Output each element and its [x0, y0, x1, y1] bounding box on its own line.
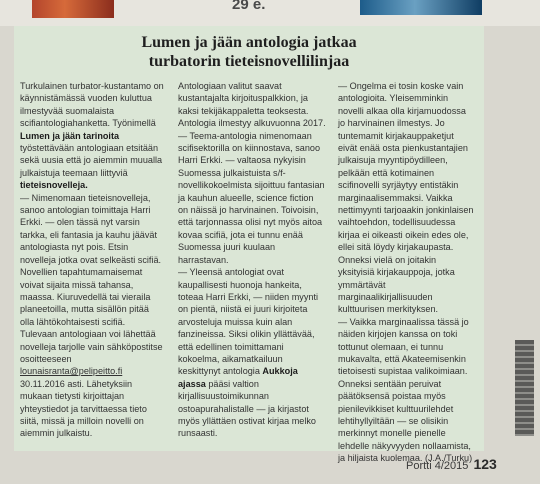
- article-column-3: [338, 80, 474, 465]
- book-cover-thumbnail-right: [360, 0, 482, 15]
- text: Tulevaan antologiaan voi lähettää novelleja tarjolle vain sähköpostitse osoitteeseen: [20, 329, 163, 364]
- title-line-1: Lumen ja jään antologia jatkaa: [141, 34, 357, 51]
- title-line-2: turbatorin tieteisnovellilinjaa: [148, 53, 350, 70]
- paragraph: — Vaikka marginaalissa tässä jo näiden kirjojen kanssa on toki tottunut olemaan, ei tunnu mukavalta, että Akateemisenkin tietoisesti supistaa valikoimiaan. Onneksi sentään peruivat päätöksensä poistaa myös pienilevikkiset kulttuurilehdet lehtihyllyiltään — se olisikin merkinnyt monelle pienelle lehdelle näkyvyyden nollaamista, ja hiljaista kuolemaa. (J.A./Turku): [338, 316, 473, 464]
- page-edge-tab: [515, 340, 534, 436]
- book-cover-thumbnail-left: [32, 0, 114, 18]
- emphasis: tieteisnovelleja.: [20, 180, 88, 191]
- paragraph: — Teema-antologia nimenomaan scifisektorilla on kiinnostava, sanoo Harri Erkki. — valtaosa nykyisin Suomessa julkaistuista s/f-novellikokoelmista sijoittuu fantasian ja kauhun alueelle, science fiction on näissä jo harvinainen. Toivoisin, että tarjonnassa olisi nyt myös aitoa kovaa scifiä, jota ei tunnu enää Suomessa juuri kuulaan harrastavan.: [178, 130, 325, 265]
- text: pääsi valtion kirjallisuustoimikunnan ostoapurahalistalle — ja kirjastot myös yllättäen ostivat kirjaa melko runsaasti.: [178, 378, 316, 439]
- book-title: Aukkoja ajassa: [178, 366, 298, 389]
- article-title: [14, 33, 484, 71]
- article-column-1: [20, 80, 165, 440]
- text: Turkulainen turbator-kustantamo on käynnistämässä vuoden kuluttua ilmestyvää suomalaista scifiantologiahanketta. Työnimellä: [20, 81, 164, 129]
- top-number: 29 e.: [232, 0, 266, 13]
- paragraph: [20, 80, 165, 192]
- book-title: Lumen ja jään tarinoita: [20, 130, 120, 141]
- email-address: lounaisranta@pelipeitto.fi: [20, 366, 123, 377]
- article-column-2: [178, 80, 326, 440]
- text: — Yleensä antologiat ovat kaupallisesti huonoja hankeita, toteaa Harri Erkki, — niiden myynti on pientä, niistä ei juuri kirjoiteta arvosteluja muissa kuin alan fanzineissa. Siksi olikin yllättävää, että edellinen toimittamani kokoelma, aikamatkailuun keskittynyt antologia: [178, 267, 318, 377]
- paragraph: Antologiaan valitut saavat kustantajalta kirjoituspalkkion, ja kaksi tekijäkappaletta teoksesta. Antologia ilmestyy alkuvuonna 2017.: [178, 81, 326, 129]
- paragraph: [178, 266, 326, 440]
- text: työstettävään antologiaan etsitään sekä uusia että jo aiemmin muualla julkaistuja teemaan liittyviä: [20, 143, 163, 178]
- paragraph: — Nimenomaan tieteisnovelleja, sanoo antologian toimittaja Harri Erkki. — olen tässä nyt varsin tarkka, eli fantasia ja kauhu jäävät antologiasta nyt pois. Etsin novelleja jotka ovat selkeästi scifiä. Novellien tapahtumamaisemat voivat sijaita missä tahansa, maassa. Kiuruvedellä tai vieraila planeetoilla, mutta sisällön pitää olla lähtökohtaisesti scifiä.: [20, 192, 162, 327]
- paragraph: — Ongelma ei tosin koske vain antologioita. Yleisemminkin novelli alkaa olla kirjamuodossa jo harvinainen ilmestys. Jo tuntemamit kirjakauppaketjut eivät enää osta pienkustantajien julkaisuja myyntipöydilleen, pelkään että kotimainen scifinovelli syrjäytyy entistäkin marginaalisemmaksi. Vaikka nettimyynti tarjoaakin jonkinlaisen vaihtoehdon, todellisuudessa kirjaa ei oikeasti oikein edes ole, ellei sitä löydy kirjakaupasta. Onneksi vielä on joitakin yksityisiä kirjakauppoja, jotka ymmärtävät marginaalikirjallisuuden kulttuurisen merkityksen.: [338, 81, 474, 315]
- page-footer: [406, 456, 497, 472]
- page-number: 123: [473, 456, 497, 472]
- magazine-issue: Portti 4/2015: [406, 460, 469, 472]
- paragraph: [20, 328, 165, 440]
- text: 30.11.2016 asti. Lähetyksiin mukaan tietysti kirjoittajan yhteystiedot ja tarvittaessa tieto siitä, missä ja milloin novelli on aiemmin julkaistu.: [20, 378, 147, 439]
